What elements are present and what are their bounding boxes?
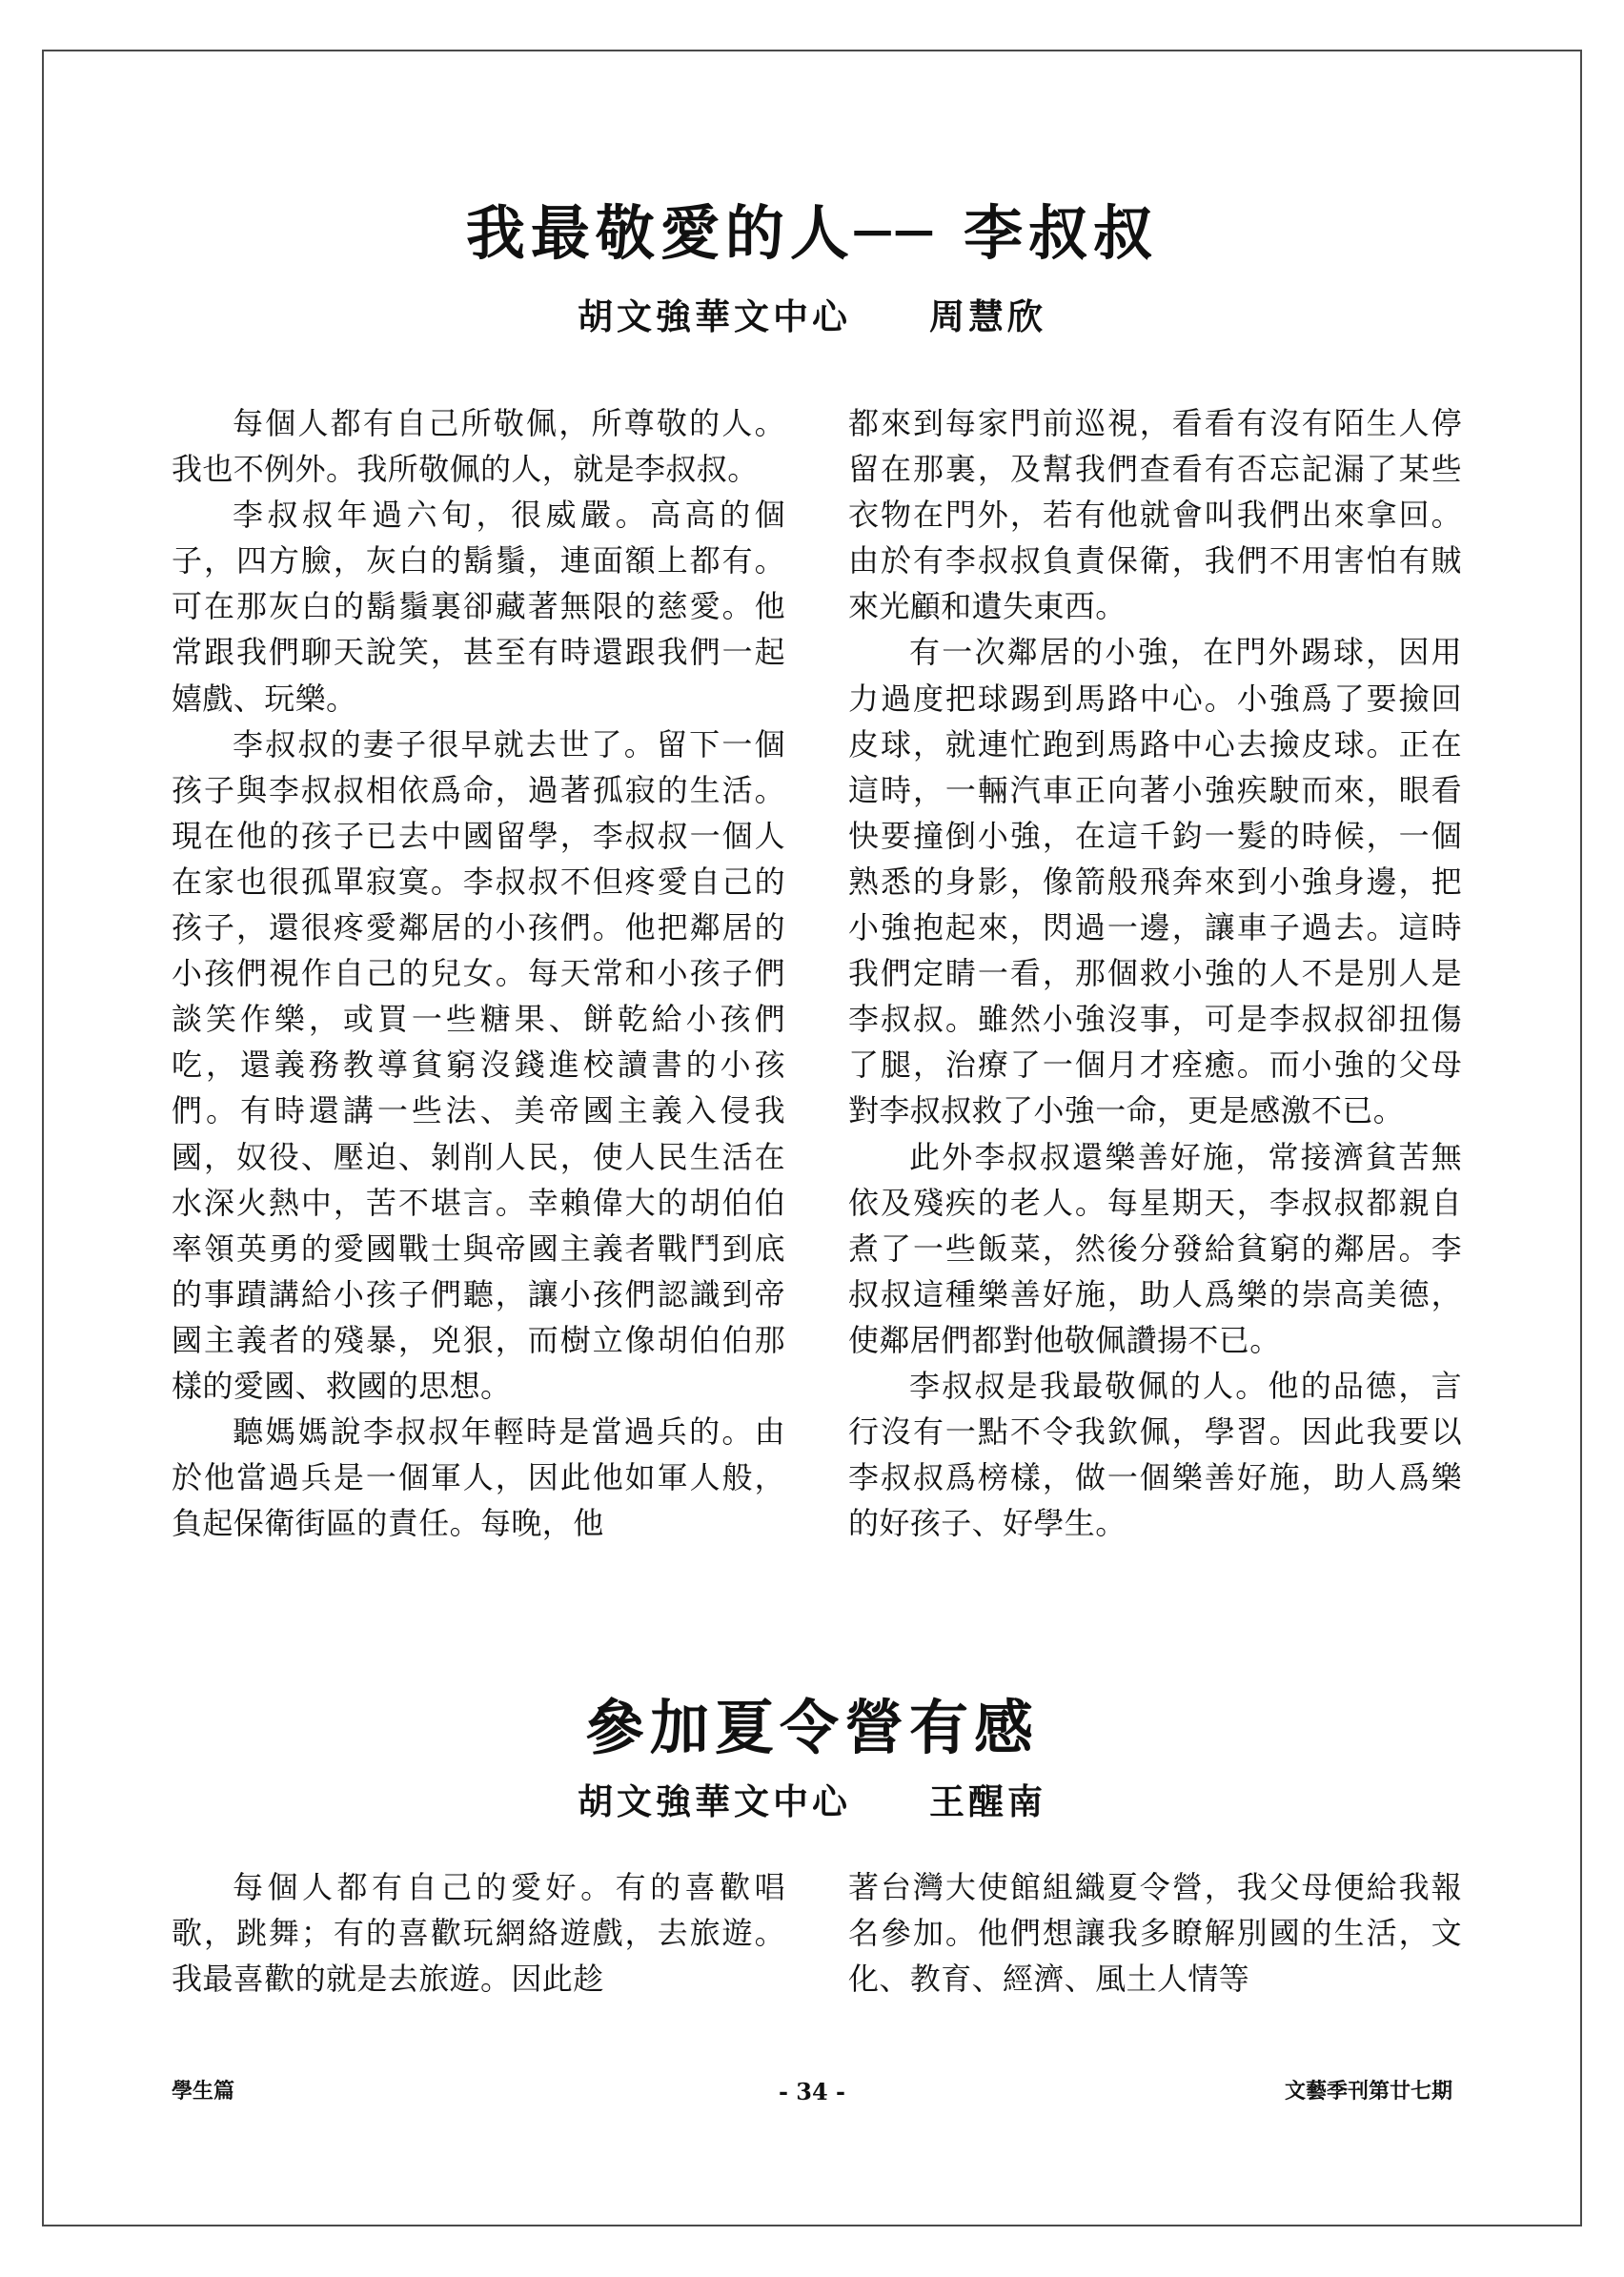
footer-section-label: 學生篇 — [172, 2079, 235, 2103]
article-title: 我最敬愛的人── 李叔叔 — [465, 198, 1159, 268]
paragraph: 都來到每家門前巡視，看看有沒有陌生人停留在那裏，及幫我們查看有否忘記漏了某些衣物在門外，若有他就會叫我們出來拿回。由於有李叔叔負責保衛，我們不用害怕有賊來光顧和遺失東西。 — [848, 405, 1462, 625]
article-byline: 胡文強華文中心 王醒南 — [578, 1780, 1046, 1822]
paragraph: 每個人都有自己所敬佩，所尊敬的人。我也不例外。我所敬佩的人，就是李叔叔。 — [172, 405, 785, 488]
page-number: - 34 - — [778, 2078, 846, 2105]
paragraph: 李叔叔是我最敬佩的人。他的品德，言行沒有一點不令我欽佩，學習。因此我要以李叔叔爲榜樣，做一個樂善好施，助人爲樂的好孩子、好學生。 — [848, 1367, 1462, 1542]
article-byline: 胡文強華文中心 周慧欣 — [578, 295, 1046, 337]
article-right-column — [848, 400, 1462, 1546]
paragraph: 此外李叔叔還樂善好施，常接濟貧苦無依及殘疾的老人。每星期天，李叔叔都親自煮了一些飯菜，然後分發給貧窮的鄰居。李叔叔這種樂善好施，助人爲樂的崇高美德，使鄰居們都對他敬佩讚揚不已。 — [848, 1138, 1462, 1358]
paragraph: 李叔叔年過六旬，很威嚴。高高的個子，四方臉，灰白的鬍鬚，連面額上都有。可在那灰白的鬍鬚裏卻藏著無限的慈愛。他常跟我們聊天說笑，甚至有時還跟我們一起嬉戲、玩樂。 — [172, 497, 785, 717]
article-title: 參加夏令營有感 — [584, 1693, 1039, 1762]
paragraph: 著台灣大使館組織夏令營，我父母便給我報名參加。他們想讓我多瞭解別國的生活，文化、教育、經濟、風土人情等 — [848, 1869, 1462, 1998]
paragraph: 有一次鄰居的小強，在門外踢球，因用力過度把球踢到馬路中心。小強爲了要撿回皮球，就連忙跑到馬路中心去撿皮球。正在這時，一輛汽車正向著小強疾駛而來，眼看快要撞倒小強，在這千鈞一髮的時候，一個熟悉的身影，像箭般飛奔來到小強身邊，把小強抱起來，閃過一邊，讓車子過去。這時我們定睛一看，那個救小強的人不是別人是李叔叔。雖然小強沒事，可是李叔叔卻扭傷了腿，治療了一個月才痊癒。而小強的父母對李叔叔救了小強一命，更是感激不已。 — [848, 634, 1462, 1129]
paragraph: 每個人都有自己的愛好。有的喜歡唱歌，跳舞；有的喜歡玩網絡遊戲，去旅遊。我最喜歡的就是去旅遊。因此趁 — [172, 1869, 785, 1998]
paragraph: 李叔叔的妻子很早就去世了。留下一個孩子與李叔叔相依爲命，過著孤寂的生活。現在他的孩子已去中國留學，李叔叔一個人在家也很孤單寂寞。李叔叔不但疼愛自己的孩子，還很疼愛鄰居的小孩們。他把鄰居的小孩們視作自己的兒女。每天常和小孩子們談笑作樂，或買一些糖果、餅乾給小孩們吃，還義務教導貧窮沒錢進校讀書的小孩們。有時還講一些法、美帝國主義入侵我國，奴役、壓迫、剝削人民，使人民生活在水深火熱中，苦不堪言。幸賴偉大的胡伯伯率領英勇的愛國戰士與帝國主義者戰鬥到底的事蹟講給小孩子們聽，讓小孩們認識到帝國主義者的殘暴，兇狠，而樹立像胡伯伯那樣的愛國、救國的思想。 — [172, 725, 785, 1404]
footer-publication: 文藝季刊第廿七期 — [1284, 2079, 1452, 2103]
article-left-column — [172, 400, 785, 1546]
paragraph: 聽媽媽說李叔叔年輕時是當過兵的。由於他當過兵是一個軍人，因此他如軍人般，負起保衛街區的責任。每晚，他 — [172, 1413, 785, 1542]
article-left-column — [172, 1864, 785, 2002]
article-right-column — [848, 1864, 1462, 2002]
